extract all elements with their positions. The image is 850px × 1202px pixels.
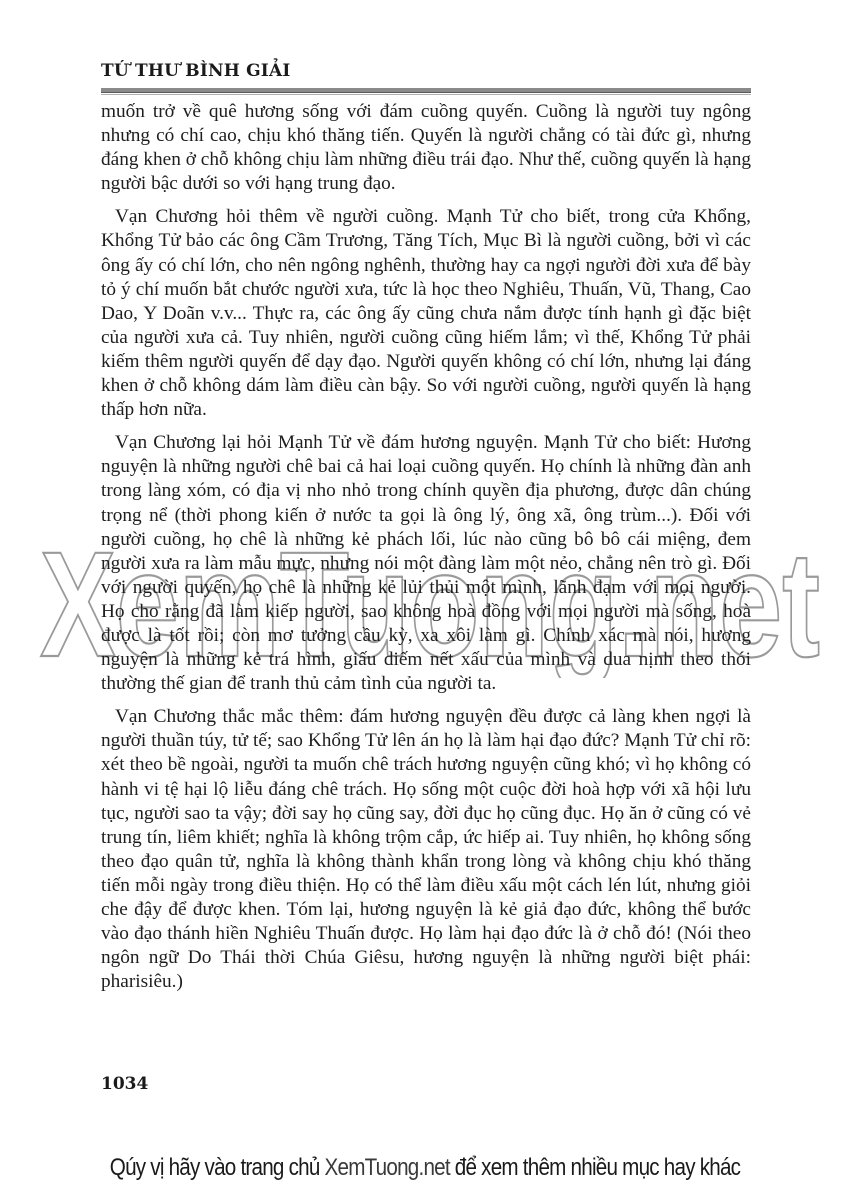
paragraph-4: Vạn Chương thắc mắc thêm: đám hương nguyện đều được cả làng khen ngợi là người thuần túy, tử tế; sao Khổng Tử lên án họ là làm hại đạo đức? Mạnh Tử chỉ rõ: xét theo bề ngoài, người ta muốn chê trách hương nguyện cũng khó; vì họ không có hành vi tệ hại lộ liễu đáng chê trách. Họ sống một cuộc đời hoà hợp với xã hội lưu tục, người sao ta vậy; đời say họ cũng say, đời đục họ cũng đục. Họ ăn ở cũng có vẻ trung tín, liêm khiết; nghĩa là không trộm cắp, ức hiếp ai. Tuy nhiên, họ không sống theo đạo quân tử, nghĩa là không thành khẩn trong lòng và không chịu khó thăng tiến mỗi ngày trong điều thiện. Họ có thể làm điều xấu một cách lén lút, nhưng giỏi che đậy để được khen. Tóm lại, hương nguyện là kẻ giả đạo đức, không thể bước vào đạo thánh hiền Nghiêu Thuấn được. Họ làm hại đạo đức là ở chỗ đó! (Nói theo ngôn ngữ Do Thái thời Chúa Giêsu, hương nguyện là những người biệt phái: pharisiêu.) <box>101 706 751 993</box>
watermark-text: XemTuong.net <box>40 520 820 678</box>
running-head-title: TỨ THƯ BÌNH GIẢI <box>101 61 291 81</box>
paragraph-3: Vạn Chương lại hỏi Mạnh Tử về đám hương nguyện. Mạnh Tử cho biết: Hương nguyện là những người chê bai cả hai loại cuồng quyến. Họ chính là những đàn anh trong làng xóm, có địa vị nho nhỏ trong chính quyền địa phương, được dân chúng trọng nể (thời phong kiến ở nước ta gọi là ông lý, ông xã, ông trùm...). Đối với người cuồng, họ chê là những kẻ phách lối, lúc nào cũng bô bô cái miệng, đem người xưa ra làm mẫu mực, nhưng nói một đàng làm một nẻo, chẳng nên trò gì. Đối với người quyến, họ chê là những kẻ lủi thủi một mình, lãnh đạm với mọi người. Họ cho rằng đã làm kiếp người, sao không hoà đồng với mọi người mà sống, hoà được là tốt rồi; còn mơ tưởng cầu kỳ, xa xôi làm gì. Chính xác mà nói, hương nguyện là những kẻ trá hình, giấu diếm nết xấu của mình và dua nịnh theo thói thường thế gian để tranh thủ cảm tình của người ta. <box>101 432 751 695</box>
page-number: 1034 <box>101 1074 149 1094</box>
body-text <box>101 100 751 1003</box>
paragraph-2: Vạn Chương hỏi thêm về người cuồng. Mạnh Tử cho biết, trong cửa Khổng, Khổng Tử bảo các ông Cầm Trương, Tăng Tích, Mục Bì là người cuồng, bởi vì các ông ấy có chí lớn, cho nên ngông nghênh, thường hay ca ngợi người đời xưa để bày tỏ ý chí muốn bắt chước người xưa, tức là học theo Nghiêu, Thuấn, Vũ, Thang, Cao Dao, Y Doãn v.v... Thực ra, các ông ấy cũng chưa nắm được tính hạnh gì đặc biệt của người xưa cả. Tuy nhiên, người cuồng cũng hiếm lắm; vì thế, Khổng Tử phải kiếm thêm người quyến để dạy đạo. Người quyến không có chí lớn, nhưng lại đáng khen ở chỗ không dám làm điều càn bậy. So với người cuồng, người quyến là hạng thấp hơn nữa. <box>101 206 751 421</box>
footer-text-after: để xem thêm nhiều mục hay khác <box>449 1154 741 1181</box>
site-link[interactable]: XemTuong.net <box>324 1154 450 1181</box>
footer-text-before: Qúy vị hãy vào trang chủ <box>109 1154 325 1181</box>
footer-banner <box>60 1154 791 1182</box>
header-rule <box>101 88 751 93</box>
paragraph-1: muốn trở về quê hương sống với đám cuồng quyến. Cuồng là người tuy ngông nhưng có chí cao, chịu khó thăng tiến. Quyến là người chẳng có tài đức gì, nhưng đáng khen ở chỗ không chịu làm những điều trái đạo. Như thế, cuồng quyến là hạng người bậc dưới so với hạng trung đạo. <box>101 101 751 195</box>
